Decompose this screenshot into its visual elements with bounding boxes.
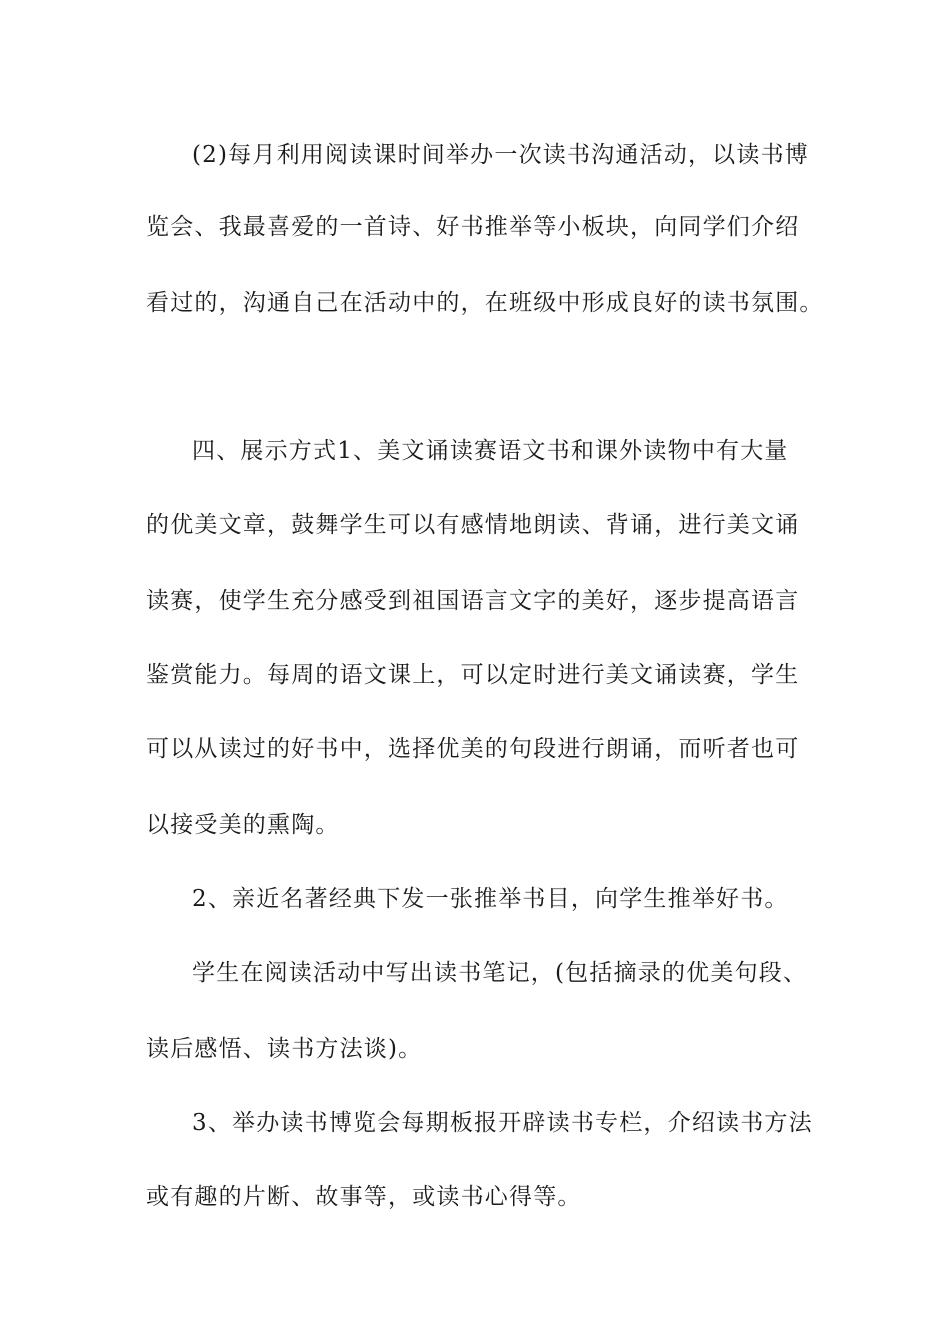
paragraph-line: 以接受美的熏陶。 xyxy=(146,812,340,838)
paragraph-line: 2、亲近名著经典下发一张推举书目，向学生推举好书。 xyxy=(192,886,789,912)
paragraph-line: 或有趣的片断、故事等，或读书心得等。 xyxy=(146,1184,582,1210)
paragraph-line: 的优美文章，鼓舞学生可以有感情地朗读、背诵，进行美文诵 xyxy=(146,512,800,538)
paragraph-line: 览会、我最喜爱的一首诗、好书推举等小板块，向同学们介绍 xyxy=(146,214,800,240)
paragraph-line: 看过的，沟通自己在活动中的，在班级中形成良好的读书氛围。 xyxy=(146,290,824,316)
paragraph-line: (2)每月利用阅读课时间举办一次读书沟通活动，以读书博 xyxy=(192,142,809,168)
paragraph-line: 读后感悟、读书方法谈)。 xyxy=(146,1036,423,1062)
paragraph-line: 学生在阅读活动中写出读书笔记，(包括摘录的优美句段、 xyxy=(192,960,808,986)
paragraph-line: 鉴赏能力。每周的语文课上，可以定时进行美文诵读赛，学生 xyxy=(146,662,800,688)
paragraph-line: 读赛，使学生充分感受到祖国语言文字的美好，逐步提高语言 xyxy=(146,588,800,614)
paragraph-line: 可以从读过的好书中，选择优美的句段进行朗诵，而听者也可 xyxy=(146,736,800,762)
paragraph-line: 3、举办读书博览会每期板报开辟读书专栏，介绍读书方法 xyxy=(192,1110,813,1136)
paragraph-line: 四、展示方式1、美文诵读赛语文书和课外读物中有大量 xyxy=(192,438,789,464)
